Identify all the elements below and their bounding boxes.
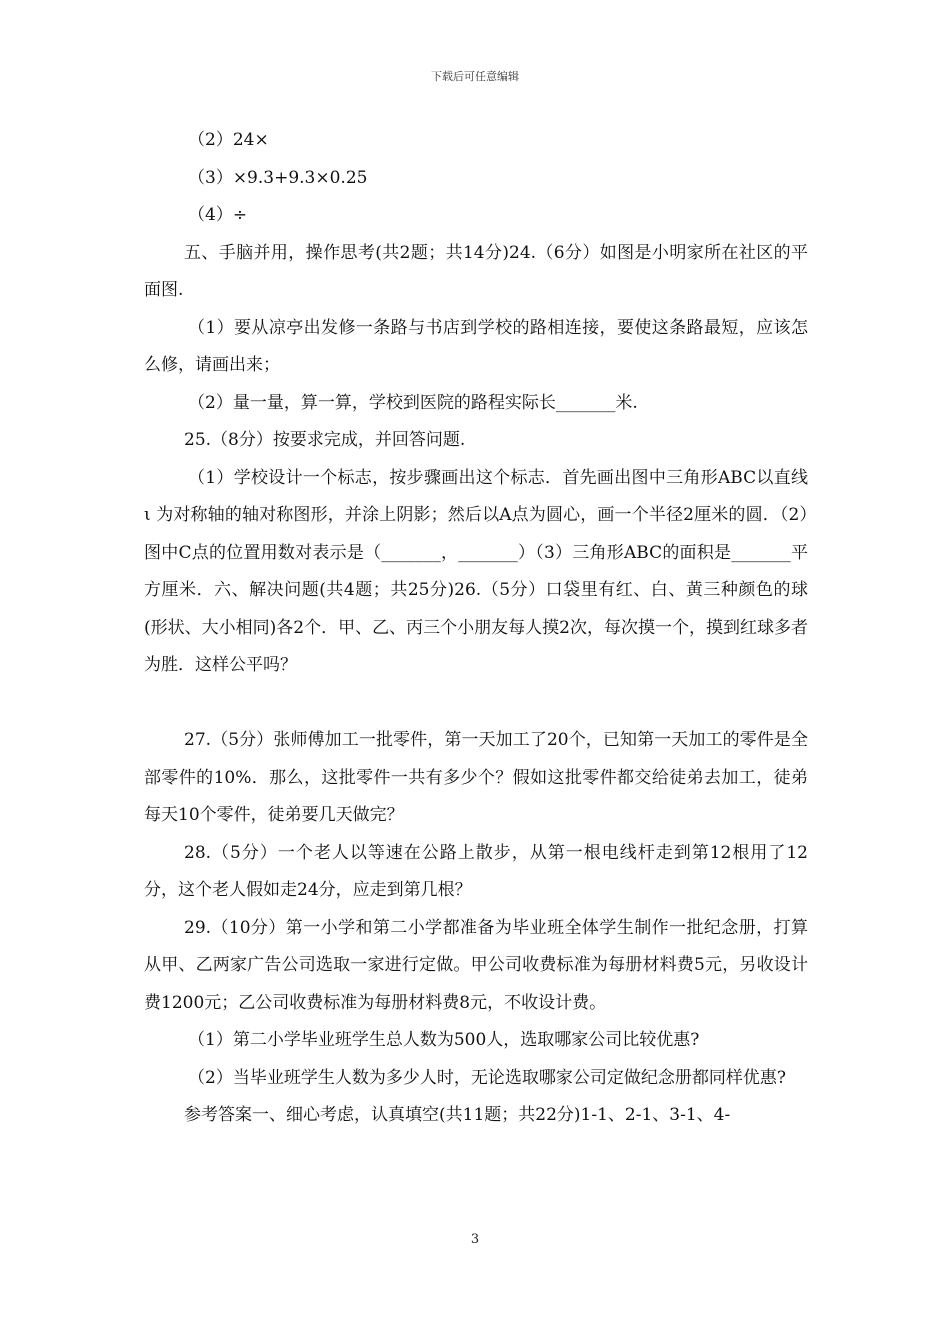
question-28: 28.（5分）一个老人以等速在公路上散步，从第一根电线杆走到第12根用了12分，这个老人假如走24分，应走到第几根？ [144, 842, 808, 900]
sub-question-4: （4）÷ [188, 205, 248, 225]
question-25-body: （1）学校设计一个标志，按步骤画出这个标志．首先画出图中三角形ABC以直线 ι 为对称轴的轴对称图形，并涂上阴影；然后以A点为圆心，画一个半径2厘米的圆．（2）图中C点的位置用数对表示是（_______，_______）（3）三角形ABC的面积是_______平方厘米．六、解决问题(共4题；共25分)26.（5分）口袋里有红、白、黄三种颜色的球(形状、大小相同)各2个．甲、乙、丙三个小朋友每人摸2次，每次摸一个，摸到红球多者为胜．这样公平吗？ [144, 467, 808, 675]
question-29-part-2: （2）当毕业班学生人数为多少人时，无论选取哪家公司定做纪念册都同样优惠? [188, 1067, 786, 1088]
page-header: 下载后可任意编辑 [431, 70, 519, 83]
answer-key-heading: 参考答案一、细心考虑，认真填空(共11题；共22分)1-1、2-1、3-1、4- [184, 1105, 731, 1125]
blank-space [144, 685, 808, 723]
section-5-heading: 五、手脑并用，操作思考(共2题；共14分)24.（6分）如图是小明家所在社区的平面图. [144, 242, 809, 300]
sub-question-2: （2）24× [188, 130, 269, 150]
question-25-heading: 25.（8分）按要求完成，并回答问题. [184, 430, 466, 450]
question-27: 27.（5分）张师傅加工一批零件，第一天加工了20个，已知第一天加工的零件是全部零件的10%．那么，这批零件一共有多少个？假如这批零件都交给徒弟去加工，徒弟每天10个零件，徒弟要几天做完？ [144, 730, 808, 825]
question-29-part-1: （1）第二小学毕业班学生总人数为500人，选取哪家公司比较优惠? [188, 1030, 700, 1050]
question-29: 29.（10分）第一小学和第二小学都准备为毕业班全体学生制作一批纪念册，打算从甲、乙两家广告公司选取一家进行定做。甲公司收费标准为每册材料费5元，另收设计费1200元；乙公司收费标准为每册材料费8元，不收设计费。 [144, 917, 808, 1013]
document-body [144, 122, 808, 1135]
page-number: 3 [470, 1232, 480, 1247]
question-24-part-2: （2）量一量，算一算，学校到医院的路程实际长_______米. [188, 392, 638, 413]
sub-question-3: （3）×9.3+9.3×0.25 [188, 167, 368, 188]
question-24-part-1: （1）要从凉亭出发修一条路与书店到学校的路相连接，要使这条路最短，应该怎么修，请画出来； [144, 317, 808, 375]
